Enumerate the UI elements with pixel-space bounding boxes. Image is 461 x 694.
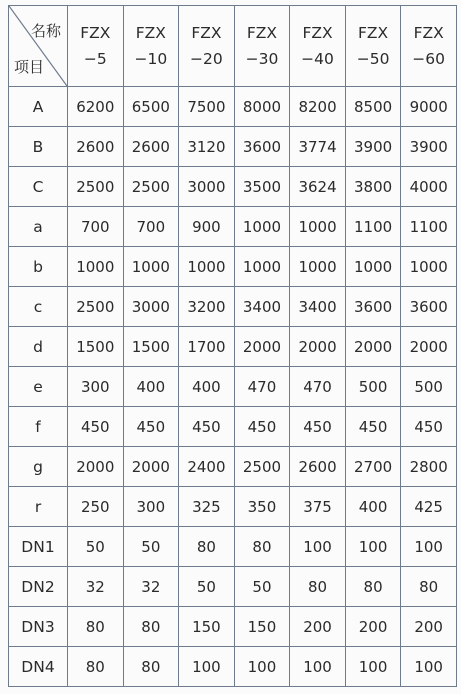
table-cell: 450 bbox=[345, 407, 401, 447]
column-model-suffix: −30 bbox=[245, 50, 279, 68]
table-cell: 470 bbox=[290, 367, 346, 407]
column-model-prefix: FZX bbox=[135, 24, 166, 42]
table-cell: 3120 bbox=[179, 127, 235, 167]
column-header bbox=[345, 6, 401, 87]
corner-item-label: 项目 bbox=[14, 58, 45, 76]
row-label: e bbox=[9, 367, 68, 407]
column-header bbox=[68, 6, 124, 87]
table-cell: 1100 bbox=[401, 207, 457, 247]
table-cell: 200 bbox=[290, 607, 346, 647]
table-cell: 3800 bbox=[345, 167, 401, 207]
table-cell: 300 bbox=[68, 367, 124, 407]
row-label: DN1 bbox=[9, 527, 68, 567]
table-cell: 2000 bbox=[345, 327, 401, 367]
table-cell: 150 bbox=[234, 607, 290, 647]
table-cell: 80 bbox=[234, 527, 290, 567]
table-cell: 100 bbox=[401, 527, 457, 567]
table-cell: 2500 bbox=[68, 167, 124, 207]
table-cell: 2600 bbox=[290, 447, 346, 487]
table-cell: 700 bbox=[68, 207, 124, 247]
table-row bbox=[9, 167, 457, 207]
table-row bbox=[9, 87, 457, 127]
table-cell: 32 bbox=[123, 567, 179, 607]
table-cell: 80 bbox=[123, 647, 179, 687]
table-cell: 50 bbox=[68, 527, 124, 567]
column-model-prefix: FZX bbox=[246, 24, 278, 42]
table-cell: 80 bbox=[401, 567, 457, 607]
row-label: DN3 bbox=[9, 607, 68, 647]
row-label: A bbox=[9, 87, 68, 127]
table-cell: 3774 bbox=[290, 127, 346, 167]
table-cell: 2700 bbox=[345, 447, 401, 487]
table-cell: 1000 bbox=[234, 247, 290, 287]
table-cell: 100 bbox=[401, 647, 457, 687]
table-cell: 50 bbox=[234, 567, 290, 607]
table-cell: 3600 bbox=[345, 287, 401, 327]
column-model-suffix: −50 bbox=[356, 50, 390, 68]
table-cell: 1000 bbox=[234, 207, 290, 247]
table-cell: 80 bbox=[123, 607, 179, 647]
table-cell: 375 bbox=[290, 487, 346, 527]
table-row bbox=[9, 487, 457, 527]
table-cell: 2500 bbox=[123, 167, 179, 207]
table-cell: 1700 bbox=[179, 327, 235, 367]
table-cell: 500 bbox=[345, 367, 401, 407]
table-cell: 200 bbox=[401, 607, 457, 647]
column-model-suffix: −40 bbox=[301, 50, 334, 68]
table-cell: 450 bbox=[68, 407, 124, 447]
column-model-suffix: −60 bbox=[412, 50, 446, 68]
table-row bbox=[9, 527, 457, 567]
table-cell: 3900 bbox=[345, 127, 401, 167]
table-cell: 100 bbox=[234, 647, 290, 687]
table-cell: 1000 bbox=[401, 247, 457, 287]
table-cell: 2000 bbox=[290, 327, 346, 367]
table-cell: 3500 bbox=[234, 167, 290, 207]
table-cell: 3200 bbox=[179, 287, 235, 327]
table-cell: 250 bbox=[68, 487, 124, 527]
table-cell: 500 bbox=[401, 367, 457, 407]
table-row bbox=[9, 647, 457, 687]
table-header bbox=[9, 6, 457, 87]
table-cell: 1000 bbox=[68, 247, 124, 287]
table-cell: 450 bbox=[123, 407, 179, 447]
table-cell: 8200 bbox=[290, 87, 346, 127]
table-cell: 32 bbox=[68, 567, 124, 607]
table-cell: 2500 bbox=[68, 287, 124, 327]
table-cell: 100 bbox=[290, 527, 346, 567]
column-model-prefix: FZX bbox=[191, 24, 222, 42]
table-cell: 8500 bbox=[345, 87, 401, 127]
row-label: a bbox=[9, 207, 68, 247]
table-cell: 400 bbox=[123, 367, 179, 407]
row-label: c bbox=[9, 287, 68, 327]
table-cell: 80 bbox=[290, 567, 346, 607]
table-cell: 100 bbox=[179, 647, 235, 687]
table-row bbox=[9, 567, 457, 607]
table-cell: 2000 bbox=[123, 447, 179, 487]
table-cell: 7500 bbox=[179, 87, 235, 127]
table-cell: 1100 bbox=[345, 207, 401, 247]
table-cell: 450 bbox=[179, 407, 235, 447]
table-cell: 1500 bbox=[123, 327, 179, 367]
table-cell: 3600 bbox=[234, 127, 290, 167]
table-cell: 3900 bbox=[401, 127, 457, 167]
table-cell: 200 bbox=[345, 607, 401, 647]
table-cell: 470 bbox=[234, 367, 290, 407]
table-cell: 100 bbox=[345, 647, 401, 687]
table-cell: 100 bbox=[345, 527, 401, 567]
table-cell: 50 bbox=[123, 527, 179, 567]
table-cell: 325 bbox=[179, 487, 235, 527]
spec-table-container bbox=[8, 5, 456, 687]
row-label: C bbox=[9, 167, 68, 207]
table-row bbox=[9, 327, 457, 367]
table-cell: 8000 bbox=[234, 87, 290, 127]
table-cell: 1000 bbox=[345, 247, 401, 287]
table-row bbox=[9, 207, 457, 247]
row-label: f bbox=[9, 407, 68, 447]
table-cell: 400 bbox=[345, 487, 401, 527]
row-label: r bbox=[9, 487, 68, 527]
column-model-prefix: FZX bbox=[302, 24, 333, 42]
table-cell: 150 bbox=[179, 607, 235, 647]
table-cell: 80 bbox=[68, 607, 124, 647]
table-cell: 1000 bbox=[290, 207, 346, 247]
table-cell: 100 bbox=[290, 647, 346, 687]
row-label: DN2 bbox=[9, 567, 68, 607]
table-cell: 1000 bbox=[123, 247, 179, 287]
table-cell: 450 bbox=[290, 407, 346, 447]
table-cell: 80 bbox=[179, 527, 235, 567]
row-label: b bbox=[9, 247, 68, 287]
table-cell: 3000 bbox=[123, 287, 179, 327]
table-cell: 1500 bbox=[68, 327, 124, 367]
table-cell: 3624 bbox=[290, 167, 346, 207]
column-header bbox=[290, 6, 346, 87]
table-row bbox=[9, 287, 457, 327]
table-cell: 400 bbox=[179, 367, 235, 407]
table-cell: 2600 bbox=[68, 127, 124, 167]
table-cell: 2000 bbox=[68, 447, 124, 487]
table-cell: 80 bbox=[345, 567, 401, 607]
column-model-prefix: FZX bbox=[413, 24, 444, 42]
table-row bbox=[9, 367, 457, 407]
table-cell: 9000 bbox=[401, 87, 457, 127]
header-row bbox=[9, 6, 457, 87]
table-cell: 4000 bbox=[401, 167, 457, 207]
table-cell: 2000 bbox=[234, 327, 290, 367]
column-model-suffix: −20 bbox=[190, 50, 223, 68]
table-cell: 300 bbox=[123, 487, 179, 527]
column-model-suffix: −5 bbox=[83, 50, 107, 68]
table-cell: 3600 bbox=[401, 287, 457, 327]
column-header bbox=[179, 6, 235, 87]
table-cell: 2600 bbox=[123, 127, 179, 167]
dimension-table bbox=[8, 5, 457, 687]
table-cell: 6500 bbox=[123, 87, 179, 127]
row-label: B bbox=[9, 127, 68, 167]
table-row bbox=[9, 247, 457, 287]
table-cell: 900 bbox=[179, 207, 235, 247]
corner-cell bbox=[9, 6, 68, 87]
table-body bbox=[9, 87, 457, 687]
table-cell: 2400 bbox=[179, 447, 235, 487]
table-cell: 1000 bbox=[179, 247, 235, 287]
table-cell: 80 bbox=[68, 647, 124, 687]
corner-name-label: 名称 bbox=[30, 22, 61, 40]
table-cell: 2800 bbox=[401, 447, 457, 487]
table-cell: 2500 bbox=[234, 447, 290, 487]
row-label: DN4 bbox=[9, 647, 68, 687]
table-cell: 450 bbox=[234, 407, 290, 447]
column-header bbox=[123, 6, 179, 87]
table-cell: 3400 bbox=[234, 287, 290, 327]
table-cell: 6200 bbox=[68, 87, 124, 127]
table-cell: 450 bbox=[401, 407, 457, 447]
table-cell: 350 bbox=[234, 487, 290, 527]
row-label: d bbox=[9, 327, 68, 367]
column-model-suffix: −10 bbox=[134, 50, 168, 68]
column-header bbox=[401, 6, 457, 87]
table-cell: 3400 bbox=[290, 287, 346, 327]
table-cell: 425 bbox=[401, 487, 457, 527]
column-header bbox=[234, 6, 290, 87]
table-row bbox=[9, 447, 457, 487]
table-row bbox=[9, 607, 457, 647]
table-cell: 50 bbox=[179, 567, 235, 607]
column-model-prefix: FZX bbox=[80, 24, 111, 42]
table-row bbox=[9, 407, 457, 447]
table-cell: 1000 bbox=[290, 247, 346, 287]
column-model-prefix: FZX bbox=[358, 24, 389, 42]
table-cell: 2000 bbox=[401, 327, 457, 367]
table-row bbox=[9, 127, 457, 167]
table-cell: 700 bbox=[123, 207, 179, 247]
row-label: g bbox=[9, 447, 68, 487]
table-cell: 3000 bbox=[179, 167, 235, 207]
